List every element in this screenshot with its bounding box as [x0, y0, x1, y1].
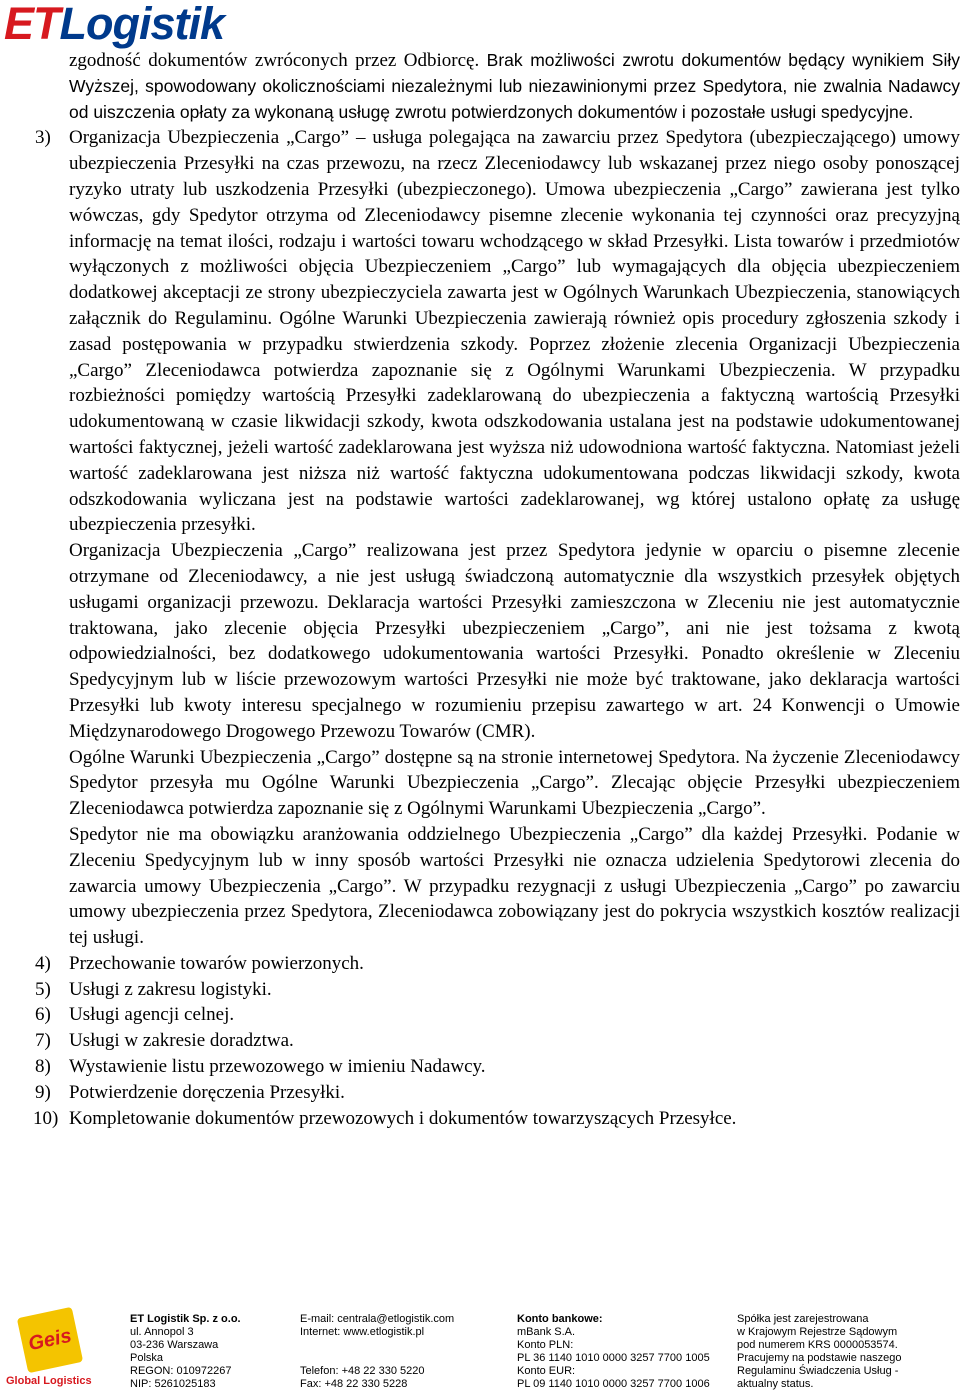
list-number: 6)	[35, 1004, 51, 1026]
page-footer	[0, 1306, 960, 1393]
list-text: Przechowanie towarów powierzonych.	[69, 952, 364, 974]
item3-paragraph-2: Organizacja Ubezpieczenia „Cargo” realizowana jest przez Spedytora jedynie w oparciu o pisemne zlecenie otrzymane od Zleceniodawcy, a nie jest usługą świadczoną automatycznie dla wszystkich przesyłek objętych usługami organizacji przewozu. Deklaracja wartości Przesyłki zamieszczona w Zleceniu nie jest automatycznie traktowana, jako zlecenie objęcia Przesyłki ubezpieczeniem „Cargo”, ani nie jest tożsama z kwotą odpowiedzialności, bez dodatkowego udokumentowania wartości Przesyłki. Ponadto określenie w Zleceniu Spedycyjnym lub w liście przewozowym wartości Przesyłki nie może być traktowane, jako deklaracja wartości Przesyłki lub kwoty interesu specjalnego w rozumieniu przepisu zawartego w art. 24 Konwencji o Umowie Międzynarodowego Drogowego Przewozu Towarów (CMR).	[69, 540, 960, 742]
list-number: 8)	[35, 1056, 51, 1078]
list-text: Wystawienie listu przewozowego w imieniu Nadawcy.	[69, 1056, 486, 1078]
registry-line: aktualny status.	[737, 1378, 814, 1390]
list-text: Kompletowanie dokumentów przewozowych i dokumentów towarzyszących Przesyłce.	[69, 1107, 737, 1129]
list-item-4	[35, 951, 960, 977]
contact-internet: Internet: www.etlogistik.pl	[300, 1326, 425, 1338]
list-item-6	[35, 1002, 960, 1028]
list-text: Usługi w zakresie doradztwa.	[69, 1030, 294, 1052]
list-item-10	[33, 1106, 960, 1132]
registry-line: pod numerem KRS 0000053574.	[737, 1339, 898, 1351]
bank-name: mBank S.A.	[517, 1326, 576, 1338]
geis-badge	[6, 1312, 116, 1392]
registry-line: Pracujemy na podstawie naszego	[737, 1352, 902, 1364]
list-number: 3)	[35, 127, 51, 149]
registry-line: w Krajowym Rejestrze Sądowym	[737, 1326, 898, 1338]
company-logo	[4, 0, 224, 48]
footer-registry-column	[737, 1313, 901, 1391]
geis-logo-text: Geis	[26, 1324, 74, 1355]
contact-spacer	[300, 1339, 454, 1352]
bank-eur-label: Konto EUR:	[517, 1365, 576, 1377]
continuation-paragraph	[69, 48, 960, 125]
list-item-9	[35, 1080, 960, 1106]
company-country: Polska	[130, 1352, 164, 1364]
list-text: Usługi agencji celnej.	[69, 1004, 235, 1026]
logo-part-logistik: Logistik	[59, 0, 225, 49]
registry-line: Regulaminu Świadczenia Usług -	[737, 1365, 899, 1377]
contact-phone: Telefon: +48 22 330 5220	[300, 1365, 425, 1377]
list-text: Potwierdzenie doręczenia Przesyłki.	[69, 1081, 345, 1103]
company-name: ET Logistik Sp. z o.o.	[130, 1313, 241, 1325]
footer-contact-column	[300, 1313, 454, 1391]
list-item-5	[35, 977, 960, 1003]
continuation-serif: zgodność dokumentów zwróconych przez Odbiorcę.	[69, 50, 487, 71]
item3-paragraph-3: Ogólne Warunki Ubezpieczenia „Cargo” dostępne są na stronie internetowej Spedytora. Na życzenie Zleceniodawcy Spedytor przesyła mu Ogólne Warunki Ubezpieczenia „Cargo”. Zlecając objęcie Przesyłki ubezpieczeniem Zleceniodawca potwierdza zapoznanie się z Ogólnymi Warunkami Ubezpieczenia „Cargo”.	[69, 746, 960, 820]
document-body	[0, 48, 960, 1131]
list-number: 10)	[33, 1107, 59, 1129]
geis-logo-icon	[17, 1307, 83, 1373]
logo-part-et: ET	[4, 0, 60, 49]
contact-spacer	[300, 1352, 454, 1365]
list-item-3	[35, 125, 960, 951]
continuation-sans: Brak możliwości zwrotu dokumentów będący wynikiem Siły Wyższej, spowodowany okolicznościami niezależnymi lub niezawinionymi przez Spedytora, nie zwalnia Nadawcy od uiszczenia opłaty za wykonaną usługę zwrotu potwierdzonych dokumentów i pozostałe usługi spedycyjne.	[69, 50, 960, 122]
bank-pln-number: PL 36 1140 1010 0000 3257 7700 1005	[517, 1352, 710, 1364]
list-number: 7)	[35, 1030, 51, 1052]
list-number: 5)	[35, 978, 51, 1000]
list-text: Usługi z zakresu logistyki.	[69, 978, 272, 1000]
company-regon: REGON: 010972267	[130, 1365, 232, 1377]
geis-label: Global Logistics	[6, 1375, 92, 1387]
company-city: 03-236 Warszawa	[130, 1339, 219, 1351]
item3-paragraph-1: Organizacja Ubezpieczenia „Cargo” – usługa polegająca na zawarciu przez Spedytora (ubezpieczającego) umowy ubezpieczenia Przesyłki na czas przewozu, na rzecz Zleceniodawcy lub wskazanej przez niego osoby ponoszącej ryzyko utraty lub uszkodzenia Przesyłki (ubezpieczonego). Umowa ubezpieczenia „Cargo” zawierana jest tylko wówczas, gdy Spedytor otrzyma od Zleceniodawcy pisemne zlecenie wykonania tej czynności oraz precyzyjną informację na temat ilości, rodzaju i wartości towaru wchodzącego w skład Przesyłki. Lista towarów i przedmiotów wyłączonych z możliwości objęcia Ubezpieczeniem „Cargo” lub wymagających dla objęcia ubezpieczeniem dodatkowej akceptacji ze strony ubezpieczyciela zawarta jest w Ogólnych Warunkach Ubezpieczenia, stanowiących załącznik do Regulaminu. Ogólne Warunki Ubezpieczenia zawierają również opis procedury zgłoszenia szkody i zasad postępowania w przypadku stwierdzenia szkody. Poprzez złożenie zlecenia Organizacji Ubezpieczenia „Cargo” Zleceniodawca potwierdza zapoznanie się z Ogólnymi Warunkami Ubezpieczenia. W przypadku rozbieżności pomiędzy wartością Przesyłki zadeklarowaną do ubezpieczenia a faktyczną wartością Przesyłki udokumentowaną w czasie likwidacji szkody, kwota odszkodowania ustalana jest na podstawie udokumentowanej wartości faktycznej, jeżeli wartość zadeklarowana jest wyższa niż udowodniona wartość faktyczna. Natomiast jeżeli wartość zadeklarowana jest niższa niż wartość faktyczna udokumentowana podczas likwidacji szkody, kwota odszkodowania wyliczana jest na podstawie wartości zadeklarowanej, wg której ustalono opłatę za usługę ubezpieczenia przesyłki.	[69, 127, 960, 536]
item3-paragraph-4: Spedytor nie ma obowiązku aranżowania oddzielnego Ubezpieczenia „Cargo” dla każdej Przesyłki. Podanie w Zleceniu Spedycyjnym lub w inny sposób wartości Przesyłki nie oznacza udzielenia Spedytorowi zlecenia do zawarcia umowy Ubezpieczenia „Cargo”. W przypadku rezygnacji z usługi Ubezpieczenia „Cargo” po zawarciu umowy ubezpieczenia przez Spedytora, Zleceniodawca zobowiązany jest do pokrycia wszystkich kosztów realizacji tej usługi.	[69, 823, 960, 949]
list-number: 9)	[35, 1081, 51, 1103]
bank-eur-number: PL 09 1140 1010 0000 3257 7700 1006	[517, 1378, 710, 1390]
bank-pln-label: Konto PLN:	[517, 1339, 574, 1351]
company-nip: NIP: 5261025183	[130, 1378, 216, 1390]
registry-line: Spółka jest zarejestrowana	[737, 1313, 869, 1325]
company-street: ul. Annopol 3	[130, 1326, 194, 1338]
list-item-7	[35, 1028, 960, 1054]
footer-bank-column	[517, 1313, 710, 1391]
list-number: 4)	[35, 952, 51, 974]
bank-heading: Konto bankowe:	[517, 1313, 603, 1325]
footer-company-column	[130, 1313, 241, 1391]
contact-fax: Fax: +48 22 330 5228	[300, 1378, 408, 1390]
contact-email: E-mail: centrala@etlogistik.com	[300, 1313, 455, 1325]
list-item-8	[35, 1054, 960, 1080]
